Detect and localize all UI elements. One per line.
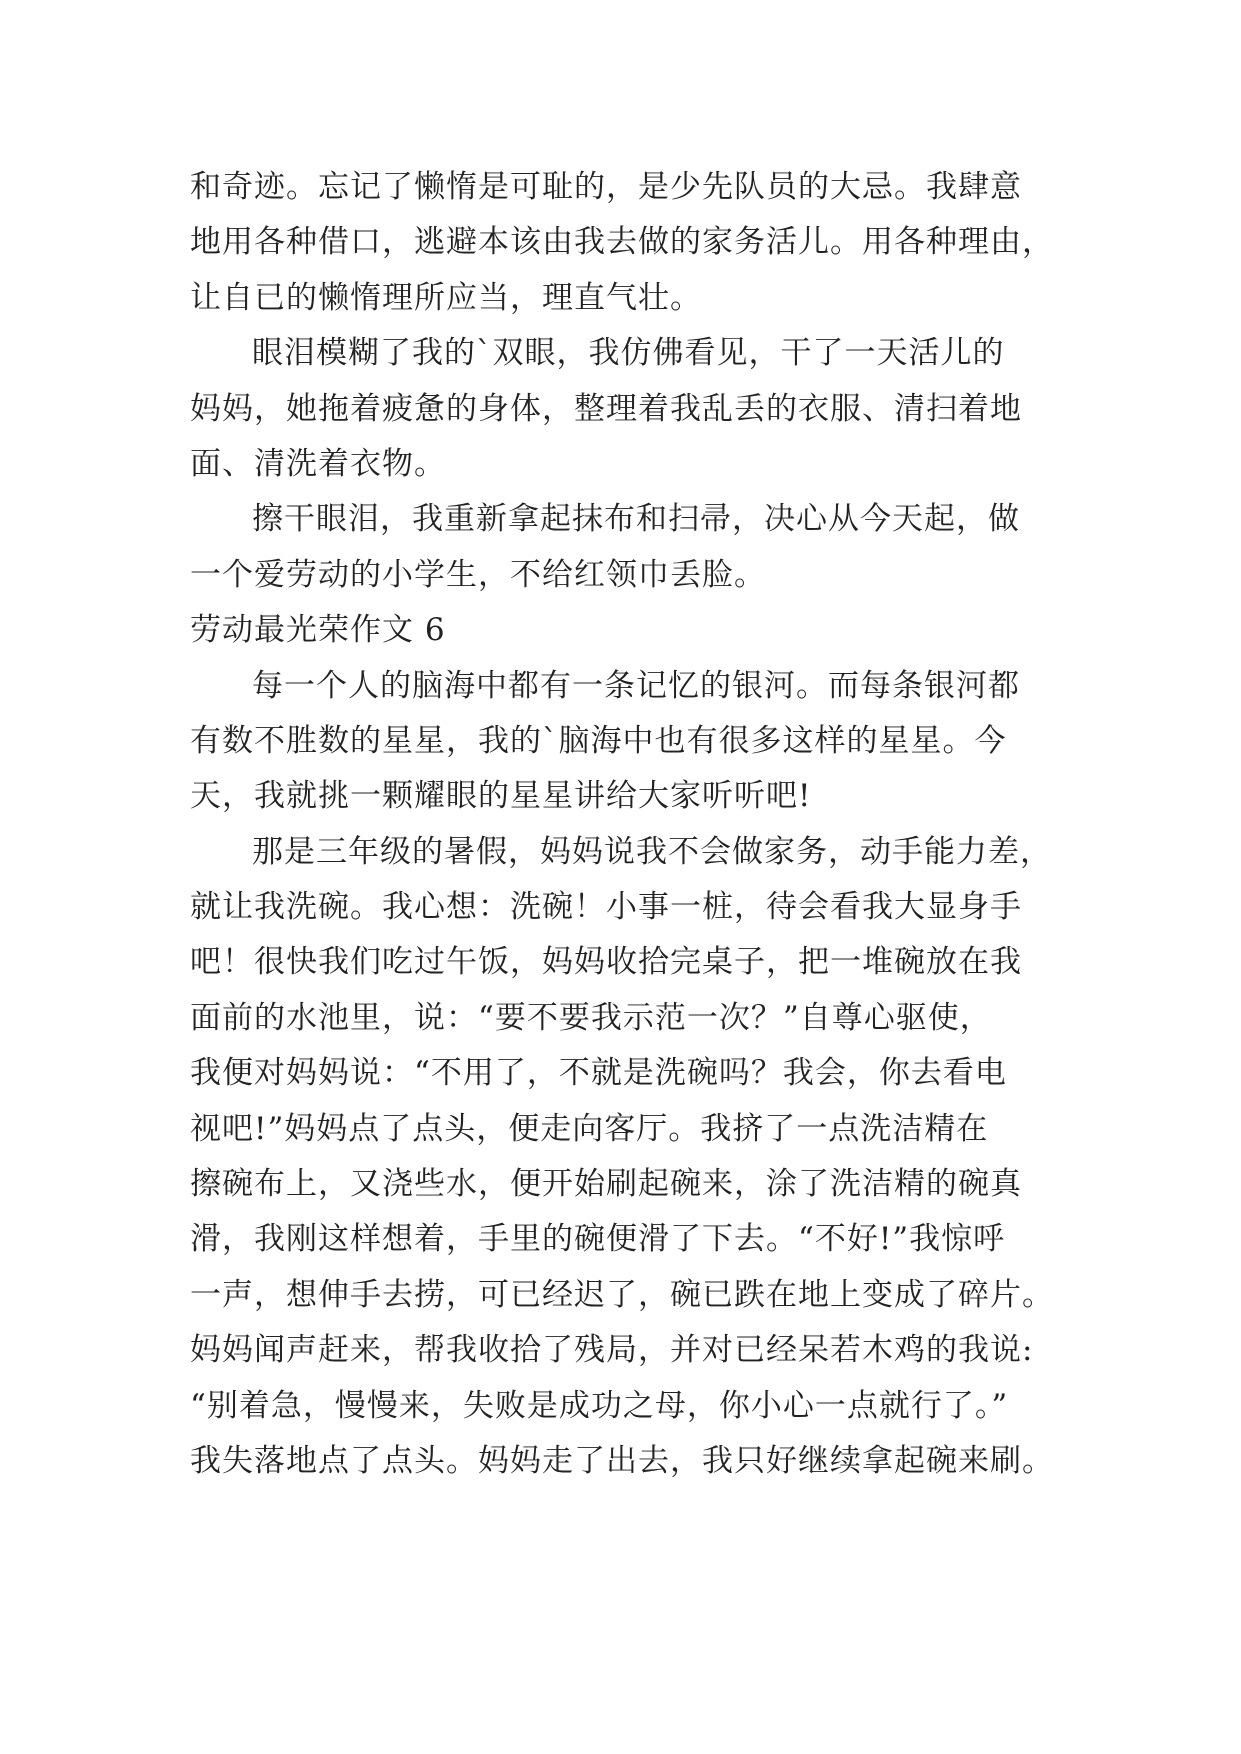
text-line: 面前的水池里，说：“要不要我示范一次？”自尊心驱使， bbox=[190, 999, 992, 1036]
paragraph-first-line: 擦干眼泪，我重新拿起抹布和扫帚，决心从今天起，做 bbox=[252, 501, 1020, 538]
text-line: 吧！很快我们吃过午饭，妈妈收拾完桌子，把一堆碗放在我 bbox=[190, 944, 1022, 981]
text-line: 妈妈，她拖着疲惫的身体，整理着我乱丢的衣服、清扫着地 bbox=[190, 390, 1022, 427]
text-line: 有数不胜数的星星，我的`脑海中也有很多这样的星星。今 bbox=[190, 722, 1007, 759]
text-line: 就让我洗碗。我心想：洗碗！小事一桩，待会看我大显身手 bbox=[190, 889, 1022, 926]
text-line: 擦碗布上，又浇些水，便开始刷起碗来，涂了洗洁精的碗真 bbox=[190, 1166, 1022, 1203]
text-line: 天，我就挑一颗耀眼的星星讲给大家听听吧! bbox=[190, 778, 812, 815]
text-line: 一个爱劳动的小学生，不给红领巾丢脸。 bbox=[190, 556, 766, 593]
body-text bbox=[190, 160, 1054, 1489]
text-line: 一声，想伸手去捞，可已经迟了，碗已跌在地上变成了碎片。 bbox=[190, 1276, 1054, 1313]
text-line: 我便对妈妈说：“不用了，不就是洗碗吗？我会，你去看电 bbox=[190, 1055, 1007, 1092]
section-heading: 劳动最光荣作文 6 bbox=[190, 612, 446, 649]
text-line: 地用各种借口，逃避本该由我去做的家务活儿。用各种理由， bbox=[190, 224, 1054, 261]
text-line: 和奇迹。忘记了懒惰是可耻的，是少先队员的大忌。我肆意 bbox=[190, 169, 1022, 205]
text-line: 让自已的懒惰理所应当，理直气壮。 bbox=[190, 279, 702, 316]
text-line: 面、清洗着衣物。 bbox=[190, 445, 446, 482]
text-line: 滑，我刚这样想着，手里的碗便滑了下去。“不好!”我惊呼 bbox=[190, 1221, 1006, 1258]
paragraph-first-line: 每一个人的脑海中都有一条记忆的银河。而每条银河都 bbox=[252, 667, 1020, 704]
paragraph-first-line: 眼泪模糊了我的`双眼，我仿佛看见，干了一天活儿的 bbox=[252, 335, 1005, 372]
text-line: 我失落地点了点头。妈妈走了出去，我只好继续拿起碗来刷。 bbox=[190, 1442, 1054, 1479]
text-line: 妈妈闻声赶来，帮我收拾了残局，并对已经呆若木鸡的我说: bbox=[190, 1332, 1034, 1369]
paragraph-first-line: 那是三年级的暑假，妈妈说我不会做家务，动手能力差， bbox=[252, 833, 1052, 870]
text-line: 视吧!”妈妈点了点头，便走向客厅。我挤了一点洗洁精在 bbox=[190, 1110, 989, 1147]
text-line: “别着急，慢慢来，失败是成功之母，你小心一点就行了。” bbox=[190, 1387, 1009, 1424]
